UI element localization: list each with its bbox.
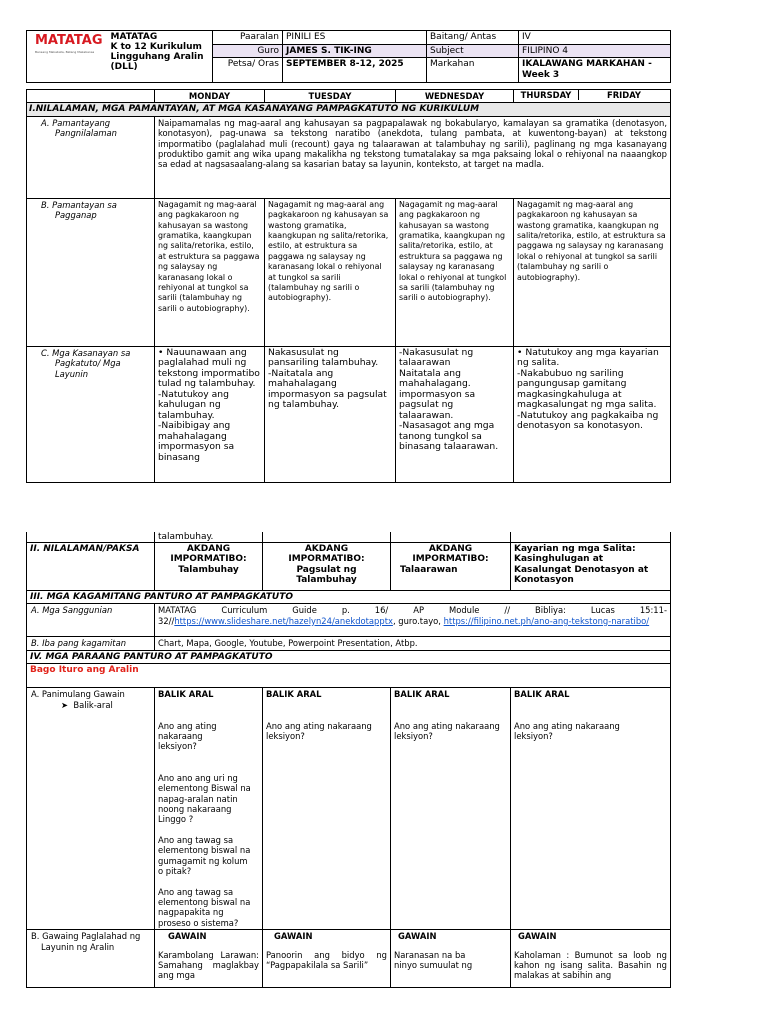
day-wednesday: WEDNESDAY: [396, 90, 514, 103]
kasanayan-wed-2: Naitatala ang mahahalagang.: [399, 367, 471, 390]
balik-aral-mon-heading: BALIK ARAL: [158, 689, 214, 700]
paksa-thu-2: Kasinghulugan at: [514, 554, 604, 565]
baitang-label: Baitang/ Antas: [427, 31, 519, 45]
bago-ituro-heading: Bago Ituro ang Aralin: [27, 664, 671, 688]
gawain-tue-heading: GAWAIN: [274, 931, 313, 942]
pamantayang-pangnilalaman-label: A. Pamantayang Pangnilalaman: [27, 116, 155, 198]
kasanayan-monday: [155, 346, 265, 482]
kasanayan-thursday: [514, 346, 671, 482]
subject-value: FILIPINO 4: [519, 44, 671, 58]
carry-blank-1: [27, 532, 155, 543]
pagganap-monday: Nagagamit ng mag-aaral ang pagkakaroon ng kahusayan sa wastong gramatika, kaangkupan ng salita/retorika, estilo, at estruktura sa paggawa ng salaysay ng karanasang lokal o rehiyonal at tungkol sa sarili (talambuhay ng sarili o autobiography).: [155, 198, 265, 346]
guro-label: Guro: [213, 44, 283, 58]
logo-tagline: Bansang Makabata, Batang Makabansa: [35, 49, 95, 54]
paaralan-value: PINILI ES: [283, 31, 427, 45]
arrow-bullet-icon: ➤: [61, 699, 69, 710]
balik-aral-sub-label: Balik-aral: [73, 699, 113, 710]
paksa-monday: [155, 543, 263, 591]
thu-q1: Ano ang ating nakaraang leksiyon?: [514, 720, 620, 742]
section-two-table: [26, 532, 671, 988]
pagganap-tuesday: Nagagamit ng mag-aaral ang pagkakaroon ng kahusayan sa wastong gramatika, kaangkupan ng salita/retorika, estilo, at estruktura sa paggawa ng salaysay ng karanasang lokal o rehiyonal at tungkol sa sarili (talambuhay ng sarili o autobiography).: [265, 198, 396, 346]
pamantayan-sa-pagganap-label: B. Pamantayan sa Pagganap: [27, 198, 155, 346]
panimulang-gawain-title: A. Panimulang Gawain: [31, 689, 125, 700]
kasanayan-thu-2: -Nakabubuo ng sariling pangungusap gamitang magkasingkahuluga at magkasalungat ng mga salita.: [517, 367, 657, 411]
paksa-tue-4: Talambuhay: [296, 575, 357, 586]
kasanayan-mon-3: -Naibibigay ang mahahalagang impormasyon sa binasang: [158, 420, 235, 463]
section-two-title: II. NILALAMAN/PAKSA: [27, 543, 155, 591]
doc-abbrev: (DLL): [110, 62, 138, 72]
gawain-monday: [155, 930, 263, 988]
sanggunian-label: A. Mga Sanggunian: [27, 604, 155, 637]
carry-blank-4: [511, 532, 671, 543]
paksa-tue-2: IMPORMATIBO:: [288, 554, 365, 565]
gawain-wednesday: [391, 930, 511, 988]
program-name: MATATAG: [110, 32, 158, 42]
day-monday: MONDAY: [155, 90, 265, 103]
kasanayan-tuesday: [265, 346, 396, 482]
paksa-thursday: [511, 543, 671, 591]
paksa-wed-1: AKDANG: [428, 544, 473, 554]
iba-pang-kagamitan-text: Chart, Mapa, Google, Youtube, Powerpoint Presentation, Atbp.: [155, 637, 671, 650]
paksa-wed-3: Talaarawan: [400, 564, 458, 575]
kasanayan-thu-1: • Natutukoy ang mga kayarian ng salita.: [517, 346, 659, 369]
gawain-thu-text: Kaholaman : Bumunot sa loob ng kahon ng isang salita. Basahin ng malakas at sabihin ang: [514, 949, 667, 981]
section-three-title: III. MGA KAGAMITANG PANTURO AT PAMPAGKATUTO: [27, 591, 671, 604]
mon-q2: Ano ano ang uri ng elementong Biswal na napag-aralan natin noong nakaraang Linggo ?: [158, 772, 251, 825]
kasanayan-wed-3: impormasyon sa pagsulat ng talaarawan.: [399, 388, 476, 421]
pagganap-thursday: Nagagamit ng mag-aaral ang pagkakaroon ng kahusayan sa wastong gramatika, kaangkupan ng salita/retorika, estilo, at estruktura sa paggawa ng salaysay ng karanasang lokal o rehiyonal at tungkol sa sarili (talambuhay ng sarili o autobiography).: [514, 198, 671, 346]
day-tuesday: TUESDAY: [265, 90, 396, 103]
paksa-thu-4: Konotasyon: [514, 575, 574, 586]
balik-aral-thu-heading: BALIK ARAL: [514, 689, 570, 700]
kasanayan-label: C. Mga Kasanayan sa Pagkatuto/ Mga Layunin: [27, 346, 155, 482]
paksa-wed-2: IMPORMATIBO:: [412, 554, 489, 565]
paksa-thu-3: Kasalungat Denotasyon at: [514, 564, 649, 575]
sanggunian-text: [155, 604, 671, 637]
paksa-thu-1: Kayarian ng mga Salita:: [514, 544, 636, 554]
markahan-value: IKALAWANG MARKAHAN - Week 3: [519, 58, 671, 83]
gawain-wed-text: Naranasan na ba ninyo sumuulat ng: [394, 949, 473, 970]
paksa-tue-3: Pagsulat ng: [296, 564, 357, 575]
day-thursday-friday: [514, 90, 671, 103]
day-thursday: THURSDAY: [514, 90, 579, 100]
kasanayan-wed-4: -Nasasagot ang mga tanong tungkol sa binasang talaarawan.: [399, 420, 499, 453]
section-four-title: IV. MGA PARAANG PANTURO AT PAMPAGKATUTO: [27, 650, 671, 663]
pagganap-wednesday: Nagagamit ng mag-aaral ang pagkakaroon ng kahusayan sa wastong gramatika, kaangkupan ng salita/retorika, estilo, at estruktura sa paggawa ng salaysay ng karanasang lokal o rehiyonal at tungkol sa sarili (talambuhay ng sarili o autobiography).: [396, 198, 514, 346]
paksa-tue-1: AKDANG: [304, 544, 349, 554]
slideshare-link[interactable]: https://www.slideshare.net/hazelyn24/anekdotapptx: [174, 615, 393, 626]
balik-aral-wed-heading: BALIK ARAL: [394, 689, 450, 700]
gawain-mon-heading: GAWAIN: [168, 931, 207, 942]
petsa-label: Petsa/ Oras: [213, 58, 283, 83]
carry-blank-3: [391, 532, 511, 543]
section-one-title: I.NILALAMAN, MGA PAMANTAYAN, AT MGA KASANAYANG PAMPAGKATUTO NG KURIKULUM: [27, 103, 671, 116]
doc-title: Lingguhang Aralin: [110, 52, 204, 62]
mon-q4: Ano ang tawag sa elementong biswal na nagpapakita ng proseso o sistema?: [158, 886, 251, 928]
balik-aral-thursday: [511, 688, 671, 930]
kasanayan-wed-1: -Nakasusulat ng talaarawan: [399, 346, 474, 369]
logo-cell: [27, 31, 108, 83]
paaralan-label: Paaralan: [213, 31, 283, 45]
gawain-mon-text: Karambolang Larawan: Samahang maglakbay ang mga: [158, 949, 259, 981]
header-table: [26, 30, 671, 83]
program-title-cell: [108, 31, 213, 83]
filipino-net-link[interactable]: https://filipino.net.ph/ano-ang-tekstong-naratibo/: [443, 615, 650, 626]
gawain-thu-heading: GAWAIN: [518, 931, 557, 942]
markahan-label: Markahan: [427, 58, 519, 83]
sanggunian-text-2: , guro.tayo,: [392, 615, 444, 626]
kasanayan-tue-2: -Naitatala ang mahahalagang impormasyon sa pagsulat ng talambuhay.: [268, 367, 387, 411]
guro-value: JAMES S. TIK-ING: [283, 44, 427, 58]
paksa-tuesday: [263, 543, 391, 591]
kasanayan-tue-1: Nakasusulat ng pansariling talambuhay.: [268, 346, 379, 369]
matatag-logo: MATATAG: [35, 33, 103, 48]
balik-aral-monday: [155, 688, 263, 930]
mon-q3: Ano ang tawag sa elementong biswal na gumagamit ng kolum o pitak?: [158, 834, 251, 877]
paksa-wednesday: [391, 543, 511, 591]
section-one-table: [26, 89, 671, 483]
carry-over-text: talambuhay.: [155, 532, 263, 543]
kasanayan-thu-3: -Natutukoy ang pagkakaiba ng denotasyon sa konotasyon.: [517, 409, 659, 432]
gawain-wed-heading: GAWAIN: [398, 931, 437, 942]
baitang-value: IV: [519, 31, 671, 45]
paksa-mon-1: AKDANG: [186, 544, 231, 554]
carry-blank-2: [263, 532, 391, 543]
kasanayan-wednesday: [396, 346, 514, 482]
tue-q1: Ano ang ating nakaraang leksiyon?: [266, 720, 372, 742]
wed-q1: Ano ang ating nakaraang leksiyon?: [394, 720, 500, 742]
paksa-mon-2: IMPORMATIBO:: [170, 554, 247, 565]
kasanayan-mon-2: -Natutukoy ang kahulugan ng talambuhay.: [158, 388, 229, 421]
gawain-tue-text: Panoorin ang bidyo ng “Pagpapakilala sa Sarili”: [266, 949, 387, 970]
subject-label: Subject: [427, 44, 519, 58]
kasanayan-mon-1: • Nauunawaan ang paglalahad muli ng tekstong impormatibo tulad ng talambuhay.: [158, 346, 260, 390]
gawain-thursday: [511, 930, 671, 988]
balik-aral-sub: [31, 700, 151, 710]
day-header-blank: [27, 90, 155, 103]
curriculum-name: K to 12 Kurikulum: [110, 42, 202, 52]
iba-pang-kagamitan-label: B. Iba pang kagamitan: [27, 637, 155, 650]
gawaing-paglalahad-label: B. Gawaing Paglalahad ng Layunin ng Aralin: [27, 930, 155, 988]
mon-q1: Ano ang ating nakaraang leksiyon?: [158, 720, 217, 752]
balik-aral-wednesday: [391, 688, 511, 930]
petsa-value: SEPTEMBER 8-12, 2025: [283, 58, 427, 83]
panimulang-gawain-label: [27, 688, 155, 930]
paksa-mon-3: Talambuhay: [178, 564, 239, 575]
sanggunian-text-1: MATATAG Curriculum Guide p. 16/ AP Module // Bibliya: Lucas 15:11-32//: [158, 605, 667, 626]
day-friday: FRIDAY: [607, 90, 641, 100]
balik-aral-tuesday: [263, 688, 391, 930]
gawain-tuesday: [263, 930, 391, 988]
pamantayang-pangnilalaman-text: Naipamamalas ng mag-aaral ang kahusayan sa pagpapalawak ng bokabularyo, kamalayan sa gramatika (denotasyon, konotasyon), pag-unawa sa tekstong naratibo (anekdota, tulang pambata, at kuwentong-bayan) at tekstong impormatibo (paglalahad muli (recount) gaya ng talaarawan at talambuhay ng sarili), paglinang ng mga kasanayang produktibo gamit ang wika upang makalikha ng tekstong tumatalakay sa mga paksaing lokal o rehiyonal na naaangkop sa edad at nagsasaalang-alang sa kasarian batay sa layunin, konteksto, at target na madla.: [155, 116, 671, 198]
balik-aral-tue-heading: BALIK ARAL: [266, 689, 322, 700]
